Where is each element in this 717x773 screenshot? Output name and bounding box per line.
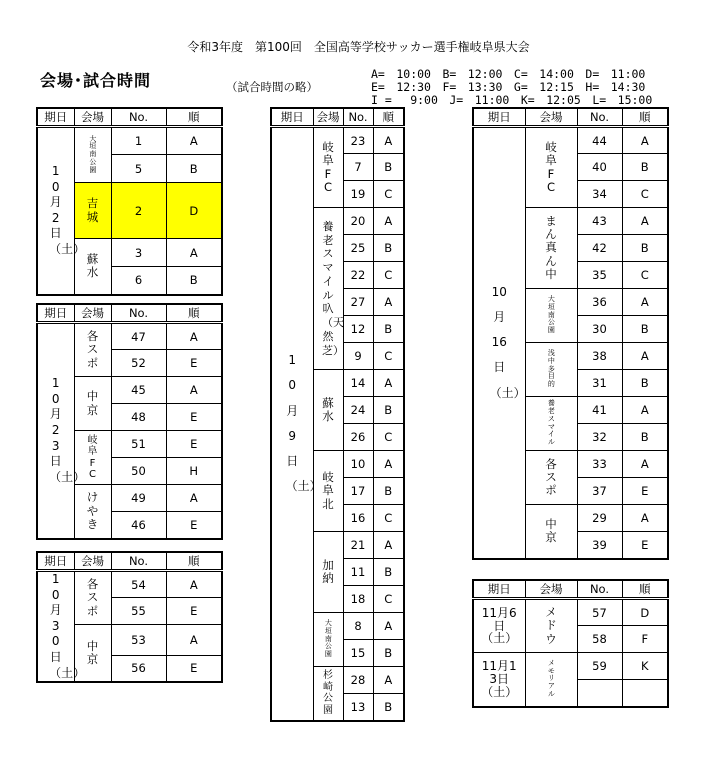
match-order: D	[166, 183, 222, 239]
match-no: 56	[111, 655, 166, 682]
match-no: 2	[111, 183, 166, 239]
page-heading: 会場･試合時間	[40, 71, 152, 90]
header-no: No.	[111, 304, 166, 323]
match-order: C	[622, 181, 668, 208]
match-no: 34	[577, 181, 622, 208]
match-order: A	[166, 377, 222, 404]
schedule-table-oct23	[36, 303, 223, 540]
match-order: E	[166, 350, 222, 377]
match-order: B	[373, 694, 404, 721]
match-order: E	[166, 655, 222, 682]
match-order: B	[373, 235, 404, 262]
venue-label: 養老スマイル叺（天然芝）	[321, 219, 344, 357]
venue-label: 養老スマイル	[547, 399, 555, 446]
match-no: 37	[577, 478, 622, 505]
date-cell	[473, 127, 525, 559]
match-no: 45	[111, 377, 166, 404]
venue-cell	[74, 485, 111, 539]
date-label: 10月9日（土）	[285, 353, 322, 494]
header-no: No.	[343, 108, 373, 127]
match-no: 36	[577, 289, 622, 316]
match-order: A	[622, 289, 668, 316]
match-no: 19	[343, 181, 373, 208]
venue-label: けやき	[86, 490, 99, 531]
match-no: 29	[577, 505, 622, 532]
match-order: C	[373, 586, 404, 613]
venue-label: 各スポ	[86, 577, 99, 618]
match-no: 40	[577, 154, 622, 181]
match-order	[622, 680, 668, 707]
header-venue: 会場	[525, 108, 577, 127]
venue-cell	[74, 571, 111, 625]
match-order: H	[166, 458, 222, 485]
match-no: 25	[343, 235, 373, 262]
match-order: E	[166, 404, 222, 431]
document-title: 令和3年度 第100回 全国高等学校サッカー選手権岐阜県大会	[187, 40, 530, 54]
match-order: B	[622, 154, 668, 181]
venue-cell	[525, 343, 577, 397]
match-order: E	[166, 431, 222, 458]
match-order: A	[373, 127, 404, 154]
time-key-line: E= 12:30 F= 13:30 G= 12:15 H= 14:30	[371, 80, 646, 94]
match-no: 54	[111, 571, 166, 598]
match-no: 39	[577, 532, 622, 559]
match-order: A	[622, 505, 668, 532]
venue-cell	[525, 505, 577, 559]
match-order: C	[373, 262, 404, 289]
header-no: No.	[111, 552, 166, 571]
time-abbrev-note: （試合時間の略）	[226, 80, 318, 94]
match-no: 21	[343, 532, 373, 559]
venue-label: 中京	[545, 517, 557, 545]
venue-cell	[525, 289, 577, 343]
match-no: 10	[343, 451, 373, 478]
match-no: 38	[577, 343, 622, 370]
match-order: E	[622, 478, 668, 505]
match-no	[577, 680, 622, 707]
header-date: 期日	[473, 580, 525, 599]
match-no: 57	[577, 599, 622, 626]
match-no: 44	[577, 127, 622, 154]
venue-cell	[74, 127, 111, 183]
schedule-table-oct16	[472, 107, 669, 560]
match-order: A	[373, 289, 404, 316]
match-no: 53	[111, 625, 166, 656]
match-no: 30	[577, 316, 622, 343]
match-order: A	[622, 208, 668, 235]
date-label: 10月23日（土）	[49, 376, 86, 484]
match-order: A	[622, 127, 668, 154]
venue-label: 中京	[86, 389, 99, 417]
venue-cell	[74, 377, 111, 431]
header-date: 期日	[37, 552, 74, 571]
match-no: 6	[111, 267, 166, 295]
venue-label: 大垣南公園	[547, 295, 555, 335]
match-order: A	[166, 239, 222, 267]
match-order: B	[373, 154, 404, 181]
match-order: B	[373, 397, 404, 424]
match-no: 43	[577, 208, 622, 235]
venue-cell	[313, 613, 343, 667]
header-order: 順	[166, 552, 222, 571]
header-venue: 会場	[74, 552, 111, 571]
venue-label: メモリアル	[547, 659, 555, 698]
venue-label: 浅中多目的	[547, 349, 555, 389]
match-no: 23	[343, 127, 373, 154]
date-cell	[37, 571, 86, 683]
venue-cell	[313, 127, 343, 208]
venue-label: 吉城	[86, 196, 99, 224]
match-no: 3	[111, 239, 166, 267]
match-no: 14	[343, 370, 373, 397]
header-order: 順	[622, 580, 668, 599]
match-no: 28	[343, 667, 373, 694]
venue-cell	[313, 370, 343, 451]
match-no: 59	[577, 653, 622, 680]
date-cell	[473, 599, 525, 653]
match-no: 46	[111, 512, 166, 539]
match-order: A	[373, 667, 404, 694]
header-no: No.	[111, 108, 166, 127]
match-order: F	[622, 626, 668, 653]
header-order: 順	[166, 304, 222, 323]
venue-cell	[313, 208, 343, 370]
match-order: A	[166, 625, 222, 656]
match-no: 24	[343, 397, 373, 424]
match-no: 17	[343, 478, 373, 505]
header-no: No.	[577, 580, 622, 599]
match-order: E	[166, 512, 222, 539]
venue-cell	[313, 532, 343, 613]
match-order: B	[622, 424, 668, 451]
match-no: 35	[577, 262, 622, 289]
match-order: E	[622, 532, 668, 559]
date-cell	[37, 323, 86, 539]
date-label: 10月16日（土）	[489, 284, 526, 400]
match-order: A	[622, 451, 668, 478]
venue-cell	[525, 451, 577, 505]
time-key-line: I = 9:00 J= 11:00 K= 12:05 L= 15:00	[371, 93, 653, 107]
date-cell	[37, 127, 86, 295]
match-no: 1	[111, 127, 166, 155]
venue-label: メドウ	[545, 605, 557, 646]
venue-cell	[525, 127, 577, 208]
match-no: 15	[343, 640, 373, 667]
match-no: 9	[343, 343, 373, 370]
match-no: 20	[343, 208, 373, 235]
match-no: 55	[111, 598, 166, 625]
venue-label: 中京	[86, 638, 99, 667]
venue-cell	[525, 653, 577, 707]
match-order: B	[373, 316, 404, 343]
match-order: A	[373, 613, 404, 640]
header-venue: 会場	[74, 304, 111, 323]
venue-cell	[74, 183, 111, 239]
match-order: C	[373, 424, 404, 451]
match-order: B	[622, 370, 668, 397]
match-order: B	[373, 478, 404, 505]
match-no: 7	[343, 154, 373, 181]
match-no: 27	[343, 289, 373, 316]
match-order: A	[166, 127, 222, 155]
match-order: B	[373, 640, 404, 667]
header-order: 順	[373, 108, 404, 127]
match-no: 8	[343, 613, 373, 640]
match-order: A	[373, 451, 404, 478]
venue-label: 杉崎公園	[323, 670, 333, 716]
header-date: 期日	[473, 108, 525, 127]
match-order: B	[166, 267, 222, 295]
venue-label: 各スポ	[86, 329, 99, 370]
match-order: E	[166, 598, 222, 625]
match-no: 49	[111, 485, 166, 512]
date-cell	[473, 653, 525, 707]
match-order: C	[373, 505, 404, 532]
venue-cell	[525, 599, 577, 653]
match-order: K	[622, 653, 668, 680]
match-order: C	[622, 262, 668, 289]
match-no: 47	[111, 323, 166, 350]
match-order: B	[622, 235, 668, 262]
header-no: No.	[577, 108, 622, 127]
match-order: A	[373, 532, 404, 559]
header-date: 期日	[37, 108, 74, 127]
header-venue: 会場	[74, 108, 111, 127]
venue-cell	[74, 323, 111, 377]
venue-label: 岐阜FC	[322, 140, 334, 194]
match-order: B	[622, 316, 668, 343]
match-order: C	[373, 343, 404, 370]
header-order: 順	[166, 108, 222, 127]
venue-label: 岐阜FC	[545, 140, 557, 194]
match-no: 52	[111, 350, 166, 377]
match-order: A	[166, 485, 222, 512]
time-key	[371, 68, 652, 107]
match-no: 22	[343, 262, 373, 289]
match-no: 41	[577, 397, 622, 424]
match-no: 50	[111, 458, 166, 485]
match-order: B	[166, 155, 222, 183]
venue-cell	[525, 397, 577, 451]
match-no: 11	[343, 559, 373, 586]
header-venue: 会場	[525, 580, 577, 599]
match-no: 51	[111, 431, 166, 458]
header-order: 順	[622, 108, 668, 127]
match-order: B	[373, 559, 404, 586]
date-label: 10月30日（土）	[49, 572, 86, 680]
match-order: A	[166, 323, 222, 350]
venue-label: 蘇水	[86, 252, 99, 280]
date-label: 11月13日（土）	[481, 659, 518, 699]
venue-label: 各スポ	[545, 456, 557, 498]
match-no: 31	[577, 370, 622, 397]
match-order: A	[373, 208, 404, 235]
date-cell	[271, 127, 322, 721]
venue-label: まん真ん中	[545, 213, 557, 281]
venue-label: 加納	[322, 557, 334, 585]
match-no: 12	[343, 316, 373, 343]
match-no: 33	[577, 451, 622, 478]
match-no: 48	[111, 404, 166, 431]
match-no: 5	[111, 155, 166, 183]
venue-cell	[313, 667, 343, 721]
schedule-table-nov	[472, 579, 669, 708]
venue-label: 岐阜FC	[87, 434, 98, 480]
match-order: D	[622, 599, 668, 626]
match-no: 42	[577, 235, 622, 262]
date-label: 11月6日（土）	[481, 606, 518, 646]
header-date: 期日	[271, 108, 313, 127]
date-label: 10月2日（土）	[49, 163, 86, 256]
venue-label: 岐阜北	[322, 470, 334, 511]
match-no: 26	[343, 424, 373, 451]
match-no: 32	[577, 424, 622, 451]
time-key-line: A= 10:00 B= 12:00 C= 14:00 D= 11:00	[371, 67, 646, 81]
match-order: A	[373, 370, 404, 397]
match-order: A	[622, 343, 668, 370]
header-venue: 会場	[313, 108, 343, 127]
venue-label: 蘇水	[322, 395, 334, 423]
match-no: 13	[343, 694, 373, 721]
match-order: A	[622, 397, 668, 424]
match-order: A	[166, 571, 222, 598]
match-no: 16	[343, 505, 373, 532]
match-order: C	[373, 181, 404, 208]
schedule-table-oct2	[36, 107, 223, 296]
venue-label: 大垣南公園	[324, 619, 332, 659]
venue-label: 大垣南公園	[89, 134, 97, 174]
match-no: 58	[577, 626, 622, 653]
header-date: 期日	[37, 304, 74, 323]
match-no: 18	[343, 586, 373, 613]
schedule-table-oct9	[270, 107, 405, 722]
schedule-table-oct30	[36, 551, 223, 683]
venue-cell	[525, 208, 577, 289]
